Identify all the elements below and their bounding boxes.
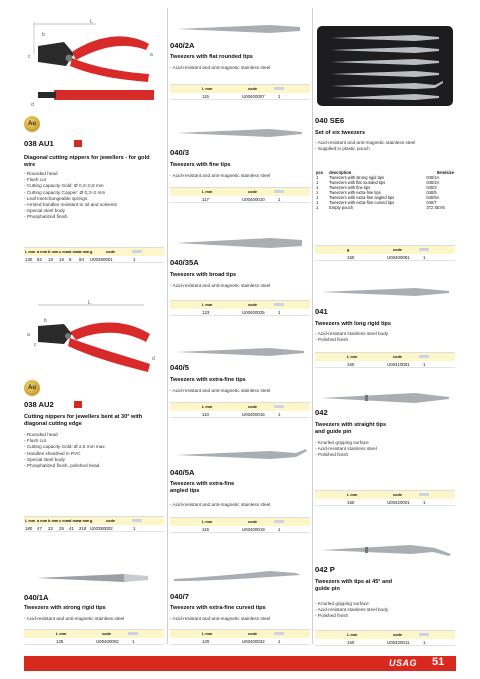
product-code: 042 P <box>315 565 335 574</box>
feature: - Acid-resistant and anti-magnetic stainless steel <box>170 65 271 70</box>
spec-table <box>24 247 164 263</box>
cell: U00420011 <box>387 640 410 645</box>
cell: 1 <box>423 255 426 260</box>
red-marker-icon <box>74 401 82 408</box>
product-title: Set of six tweezers <box>315 130 366 136</box>
cell: 1 <box>278 197 281 202</box>
feature: - Knurled gripping surface <box>315 601 369 606</box>
tweezers-image <box>170 565 310 583</box>
feature-list <box>24 432 105 469</box>
ruler-icon <box>419 354 429 359</box>
feature-list <box>315 140 415 152</box>
col-header: code <box>393 247 403 252</box>
cell: 19 <box>48 257 53 262</box>
col-header: c mm <box>59 518 70 523</box>
product-code: 041 <box>315 307 328 316</box>
spec-header <box>315 353 455 361</box>
cell: 22 <box>48 526 53 531</box>
cell: 180 <box>25 526 33 531</box>
cell: 040/1A <box>426 175 440 180</box>
spec-header <box>170 85 310 93</box>
product-code: 038 AU1 <box>24 139 54 148</box>
product-title: Tweezers with fine tips <box>170 162 231 168</box>
spec-header <box>170 630 310 638</box>
svg-text:a: a <box>27 332 30 338</box>
col-header: g <box>347 247 350 252</box>
cell: 120 <box>202 639 210 644</box>
feature: - Rounded head <box>24 171 58 176</box>
tweezers-image <box>170 236 310 250</box>
cell: U00380001 <box>90 257 113 262</box>
feature-list <box>170 502 270 508</box>
feature: - Handles sheathed in PVC <box>24 450 81 456</box>
brand-logo: USAG <box>389 658 418 668</box>
spec-row <box>315 254 455 261</box>
cell: Tweezers with strong rigid tips <box>329 175 384 180</box>
feature: - Acid-resistant and anti-magnetic stainless steel <box>170 173 271 178</box>
product-code: 040/7 <box>170 592 190 601</box>
col-header: Item/size <box>436 170 454 175</box>
tweezers-image <box>24 570 164 586</box>
svg-text:b: b <box>44 318 47 324</box>
col-header: L mm <box>202 302 213 307</box>
feature: - Polished finish <box>315 452 349 458</box>
cell: 1 <box>133 257 136 262</box>
feature: - Phosphatized finish, polished head <box>24 463 100 469</box>
spec-row <box>170 526 310 533</box>
col-header: pcs <box>316 170 324 175</box>
product-title: Diagonal cutting nippers for jewellers - for gold wire <box>24 155 150 168</box>
product-title: Tweezers with straight tips and guide pin <box>315 422 387 435</box>
col-header: code <box>393 492 403 497</box>
column-divider <box>167 8 168 644</box>
tweezers-image <box>170 22 310 36</box>
cell: U00400022 <box>242 639 265 644</box>
feature-list <box>24 171 117 221</box>
cell: 8 <box>69 257 72 262</box>
cell: 150 <box>347 640 355 645</box>
cell: 1 <box>316 190 319 195</box>
ruler-icon <box>132 249 142 254</box>
product-title: Tweezers with flat rounded tips <box>170 54 253 60</box>
col-header: L mm <box>202 86 213 91</box>
col-header: code <box>106 518 116 523</box>
col-header: b mm <box>48 518 59 523</box>
cell: 040/5A <box>426 195 440 200</box>
spec-row <box>170 196 310 203</box>
cell: 218 <box>79 526 87 531</box>
tweezers-image <box>170 345 310 359</box>
spec-header <box>315 491 455 499</box>
spec-row <box>315 361 455 368</box>
product-code: 040/1A <box>24 593 49 602</box>
cell: U00410001 <box>387 362 410 367</box>
cell: 125 <box>56 639 64 644</box>
svg-text:d: d <box>31 102 34 108</box>
cell: Tweezers with extra-fine tips <box>329 190 381 195</box>
product-code: 042 <box>315 408 328 417</box>
col-header: b mm <box>48 249 59 254</box>
feature: - Acid-resistant stainless steel <box>315 446 377 452</box>
feature: - Acid-resistant and anti-magnetic stainless steel <box>24 616 125 621</box>
cell: 1 <box>278 639 281 644</box>
col-header: code <box>248 519 258 524</box>
product-code: 040/5A <box>170 468 195 477</box>
feature: - Polished finish <box>315 337 349 343</box>
spec-row <box>170 638 310 645</box>
spec-header <box>315 631 455 639</box>
cell: 372 SEV6 <box>426 205 445 210</box>
gold-badge-icon: Au <box>24 116 40 132</box>
cell: U00400025 <box>242 310 265 315</box>
feature: - Acid-resistant and anti-magnetic stainless steel <box>170 502 271 507</box>
col-header: code <box>248 631 258 636</box>
col-header: code <box>393 632 403 637</box>
feature-list <box>170 283 270 289</box>
feature-list <box>24 616 124 622</box>
spec-header <box>170 188 310 196</box>
ruler-icon <box>274 189 284 194</box>
product-code: 038 AU2 <box>24 400 54 409</box>
feature: - Rounded head <box>24 432 58 437</box>
ruler-icon <box>419 632 429 637</box>
col-header: L mm <box>347 632 358 637</box>
product-title: Tweezers with broad tips <box>170 272 237 278</box>
cell: 123 <box>202 310 210 315</box>
ruler-icon <box>132 518 142 523</box>
cell: U00400081 <box>387 255 410 260</box>
cell: 150 <box>347 500 355 505</box>
product-code: 040/3 <box>170 148 190 157</box>
col-header: L mm <box>202 189 213 194</box>
feature: - Knurled gripping surface <box>315 440 369 445</box>
col-header: L mm <box>202 631 213 636</box>
cell: 040/2A <box>426 180 440 185</box>
ruler-icon <box>274 631 284 636</box>
feature: - Special steel body <box>24 208 65 214</box>
spec-header <box>315 246 455 254</box>
cell: U00400002 <box>96 639 119 644</box>
feature: - Armled handles resistant to oil and solvents <box>24 202 118 208</box>
cell: Empty pouch <box>329 205 354 210</box>
spec-table <box>24 516 164 532</box>
col-header: d mm <box>69 249 80 254</box>
cell: 040/5 <box>426 190 437 195</box>
feature: - Flush cut <box>24 438 46 444</box>
set-row <box>315 205 455 210</box>
spec-table <box>315 630 455 646</box>
spec-table <box>315 245 455 261</box>
svg-text:c: c <box>28 54 31 60</box>
cell: 25 <box>59 526 64 531</box>
ruler-icon <box>274 519 284 524</box>
cell: 1 <box>423 500 426 505</box>
column-divider <box>312 8 313 644</box>
feature-list <box>315 601 388 620</box>
cell: 1 <box>316 185 319 190</box>
feature: - Acid-resistant stainless steel body <box>315 607 389 613</box>
spec-row <box>315 639 455 646</box>
spec-row <box>24 525 164 532</box>
col-header: L mm <box>56 631 67 636</box>
feature-list <box>315 331 388 343</box>
set-contents-table <box>315 170 455 210</box>
cell: 1 <box>278 94 281 99</box>
cell: U00400016 <box>242 412 265 417</box>
feature: - Leaf interchangeable springs <box>24 195 88 201</box>
feature: - Cutting capacity Gold: Ø 2,5 mm max <box>24 444 105 450</box>
tweezers-image <box>315 540 455 558</box>
feature: - Flush cut <box>24 177 46 183</box>
ruler-icon <box>128 631 138 636</box>
col-header: d mm <box>69 518 80 523</box>
spec-header <box>170 403 310 411</box>
spec-table <box>315 490 455 506</box>
bent-nippers-image <box>24 300 164 382</box>
cell: 130 <box>25 257 33 262</box>
tweezers-image <box>170 126 310 140</box>
col-header: a mm <box>37 249 48 254</box>
product-title: Tweezers with long rigid tips <box>315 321 392 327</box>
spec-table <box>170 402 310 418</box>
cell: Tweezers with extra-fine curved tips <box>329 200 395 205</box>
spec-header <box>24 630 164 638</box>
spec-row <box>24 256 164 263</box>
svg-text:L: L <box>90 19 93 25</box>
feature-list <box>315 440 377 459</box>
cell: 1 <box>316 175 319 180</box>
feature: - Cutting capacity Gold: Ø 0,3÷0,8 mm <box>24 183 104 189</box>
product-title: Tweezers with extra-fine angled tips <box>170 481 235 494</box>
feature-list <box>170 65 270 71</box>
svg-text:c: c <box>34 342 37 348</box>
spec-table <box>170 517 310 533</box>
col-header: code <box>248 404 258 409</box>
feature: - Polished finish <box>315 613 349 619</box>
col-header: L mm <box>202 519 213 524</box>
red-marker-icon <box>74 140 82 147</box>
cell: U00400010 <box>242 197 265 202</box>
ruler-icon <box>274 302 284 307</box>
feature-list <box>170 616 270 622</box>
cell: 1 <box>133 526 136 531</box>
spec-table <box>170 629 310 645</box>
col-header: g <box>90 249 93 254</box>
cell: 41 <box>69 526 74 531</box>
cell: Tweezers with fine tips <box>329 185 371 190</box>
feature: - Acid-resistant and anti-magnetic stainless steel <box>170 388 271 393</box>
diagonal-nippers-image <box>24 14 164 114</box>
feature: - Acid-resistant and anti-magnetic stainless steel <box>170 616 271 621</box>
cell: 117 <box>202 197 209 202</box>
feature: - Supplied in plastic pouch <box>315 146 370 152</box>
cell: 040/3 <box>426 185 437 190</box>
cell: 115 <box>202 94 209 99</box>
col-header: code <box>393 354 403 359</box>
spec-table <box>170 300 310 316</box>
spec-header <box>24 248 164 256</box>
feature-list <box>170 388 270 394</box>
cell: 115 <box>202 527 209 532</box>
feature: - Acid-resistant and anti-magnetic stainless steel <box>315 140 416 145</box>
tweezers-image <box>315 390 455 406</box>
col-header: ø mm <box>79 518 90 523</box>
tweezers-image <box>315 285 455 299</box>
cell: 160 <box>347 362 355 367</box>
col-header: L mm <box>25 249 36 254</box>
feature: - Special steel body <box>24 456 65 462</box>
cell: 1 <box>278 412 281 417</box>
svg-text:a: a <box>150 52 153 58</box>
spec-header <box>170 301 310 309</box>
cell: 1 <box>132 639 135 644</box>
cell: 1 <box>278 527 281 532</box>
col-header: L mm <box>347 492 358 497</box>
spec-row <box>315 499 455 506</box>
feature: - Phosphatized finish <box>24 214 68 220</box>
cell: U00400019 <box>242 527 265 532</box>
col-header: code <box>102 631 112 636</box>
feature-list <box>170 173 270 179</box>
feature: - Cutting capacity Copper: Ø 0,3÷2 mm <box>24 189 106 195</box>
feature: - Acid-resistant stainless steel body <box>315 331 389 336</box>
spec-table <box>170 84 310 100</box>
spec-row <box>170 93 310 100</box>
ruler-icon <box>419 492 429 497</box>
cell: Tweezers with flat rounded tips <box>329 180 386 185</box>
product-code: 040/5 <box>170 363 190 372</box>
col-header: a mm <box>37 518 48 523</box>
spec-table <box>170 187 310 203</box>
col-header: g <box>90 518 93 523</box>
spec-row <box>170 309 310 316</box>
spec-table <box>24 629 164 645</box>
tweezers-image <box>170 446 310 462</box>
product-code: 040/35A <box>170 258 199 267</box>
cell: 1 <box>423 640 426 645</box>
feature: - Acid-resistant and anti-magnetic stainless steel <box>170 283 271 288</box>
gold-badge-icon: Au <box>24 380 40 396</box>
spec-header <box>170 518 310 526</box>
cell: 040/7 <box>426 200 437 205</box>
spec-table <box>315 352 455 368</box>
product-title: Tweezers with extra-fine curved tips <box>170 605 266 611</box>
svg-text:d: d <box>152 356 155 362</box>
cell: Tweezers with extra-fine angled tips <box>329 195 395 200</box>
col-header: code <box>248 302 258 307</box>
ruler-icon <box>274 404 284 409</box>
cell: 52 <box>37 257 42 262</box>
product-title: Tweezers with extra-fine tips <box>170 377 246 383</box>
cell: 47 <box>37 526 42 531</box>
col-header: code <box>248 86 258 91</box>
cell: 1 <box>316 180 319 185</box>
cell: 1 <box>278 310 281 315</box>
cell: 1 <box>316 200 319 205</box>
col-header: code <box>106 249 116 254</box>
col-header: description <box>329 170 352 175</box>
spec-row <box>170 411 310 418</box>
svg-text:L: L <box>88 300 91 306</box>
product-title: Cutting nippers for jewellers bent at 30° with diagonal cutting edge <box>24 414 143 427</box>
cell: 110 <box>202 412 209 417</box>
cell: 16 <box>59 257 64 262</box>
spec-row <box>24 638 164 645</box>
col-header: L mm <box>25 518 36 523</box>
page-number: 51 <box>432 656 445 668</box>
col-header: L mm <box>347 354 358 359</box>
product-title: Tweezers with tips at 45° and guide pin <box>315 579 393 592</box>
cell: U00380002 <box>90 526 113 531</box>
col-header: code <box>248 189 258 194</box>
spec-header <box>24 517 164 525</box>
cell: 1 <box>316 205 319 210</box>
ruler-icon <box>419 247 429 252</box>
ruler-icon <box>274 86 284 91</box>
cell: 1 <box>423 362 426 367</box>
col-header: c mm <box>59 249 70 254</box>
product-code: 040 SE6 <box>315 116 345 125</box>
cell: 1 <box>316 195 319 200</box>
cell: U00400007 <box>242 94 265 99</box>
product-title: Tweezers with strong rigid tips <box>24 605 106 611</box>
product-code: 040/2A <box>170 41 195 50</box>
tweezers-set-image <box>315 24 455 108</box>
col-header: L mm <box>202 404 213 409</box>
cell: 94 <box>79 257 84 262</box>
cell: 150 <box>347 255 355 260</box>
cell: U00420001 <box>387 500 410 505</box>
col-header: ø mm <box>79 249 90 254</box>
svg-text:b: b <box>42 32 45 38</box>
